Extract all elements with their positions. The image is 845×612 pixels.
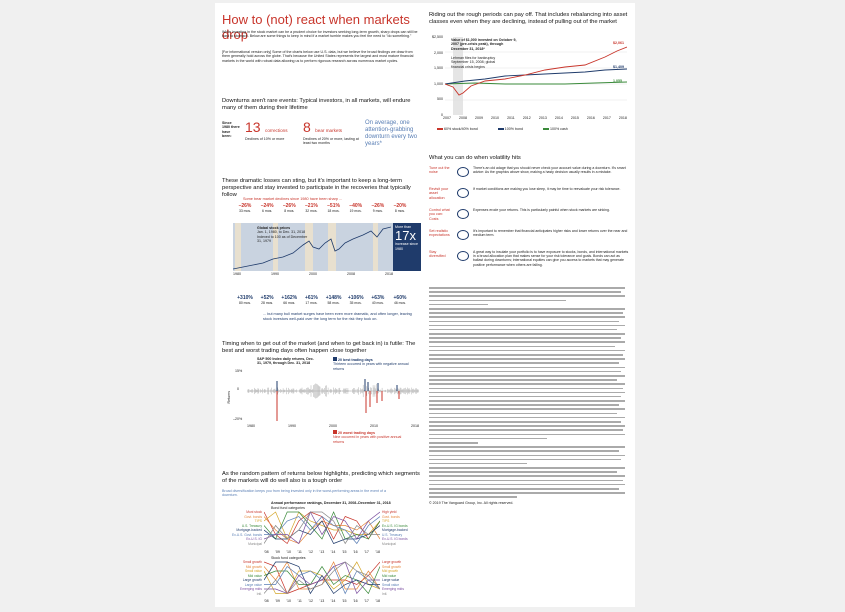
drop-months: 19 mos. xyxy=(349,209,362,213)
volatility-heading: What you can do when volatility hits xyxy=(429,155,521,161)
year-tick: 2008 xyxy=(347,272,355,276)
category-label: Municipal xyxy=(382,541,396,546)
drop-value: –40% xyxy=(349,203,363,209)
category-label: Ex-U.S. IG bonds xyxy=(382,537,408,541)
recovery-footnote: ... but many bull market surges have been even more dramatic, and often longer, leaving stock investors well-paid over the long term for the risk they took on. xyxy=(263,312,412,321)
corrections-subtext: Declines of 10% or more xyxy=(245,137,285,141)
volatility-item xyxy=(429,250,629,276)
worst-days-swatch xyxy=(333,430,337,434)
corrections-label: corrections xyxy=(265,128,288,133)
gain-value: +310% xyxy=(237,295,253,301)
stock-category-label: Stock fund categories xyxy=(271,556,306,560)
year-tick: '16 xyxy=(352,599,358,603)
volatility-item xyxy=(429,229,629,246)
category-label: Emerging mkts xyxy=(240,587,262,591)
category-label: Large growth xyxy=(382,560,402,564)
category-label: Large value xyxy=(382,578,400,582)
bear-markets-subtext: Declines of 20% or more, lasting at least two months xyxy=(303,137,359,146)
year-tick: 1990 xyxy=(271,272,279,276)
year-tick: '14 xyxy=(330,550,336,554)
increase-label: increase since 1980 xyxy=(395,242,418,251)
end-value-top: $2,061 xyxy=(613,41,624,45)
gain-months: 35 mos. xyxy=(349,301,362,305)
year-tick: 2016 xyxy=(586,116,595,120)
category-label: Small value xyxy=(382,582,400,587)
gain-months: 46 mos. xyxy=(393,301,407,305)
year-tick: '15 xyxy=(341,599,347,603)
year-tick: '08 xyxy=(264,550,269,554)
year-tick: 1990 xyxy=(288,424,296,428)
volatility-item-text: A great way to insulate your portfolio is to have exposure to stocks, bonds, and international markets in a broad allocation plan that makes sense for your risk tolerance and goals. Bonds can act as ballast during downturns; international equities can give you access to markets that may generate positive performance when others are falling. xyxy=(473,250,629,267)
gain-value: +148% xyxy=(325,295,342,301)
gain-item xyxy=(301,295,321,305)
category-label: Mortgage-backed xyxy=(236,528,262,532)
volatility-item-label: Control what you can: Costs xyxy=(429,208,450,221)
stock-ranking-chart xyxy=(222,560,422,600)
category-label: Municipal xyxy=(248,541,262,546)
bond-ranking-chart xyxy=(222,510,422,550)
year-tick: '13 xyxy=(319,599,325,603)
growth-legend xyxy=(437,127,617,131)
best-days-sub: Thirteen occurred in years with negative annual returns xyxy=(333,362,409,371)
year-tick: '08 xyxy=(264,599,269,603)
bear-markets-stat xyxy=(303,119,361,146)
category-label: High yield xyxy=(382,510,397,514)
y-tick: 1,000 xyxy=(434,81,443,86)
year-tick: 1980 xyxy=(247,424,255,428)
legend-cash: 100% cash xyxy=(543,127,568,131)
disclaimer-text: [For informational version only] Some of the charts below use U.S. data, but we believe the broad findings we draw from them generally hold across the globe. That's because the United States represents the largest and most mature financial markets in the world with robust data allowing us to perform rigorous research across numerous market cycles. xyxy=(222,50,414,63)
legend-bond: 100% bond xyxy=(498,127,523,131)
pattern-heading: As the random pattern of returns below highlights, predicting which segments of the markets will do well also is a tough order xyxy=(222,471,420,484)
volatility-list xyxy=(429,166,629,280)
category-label: Small value xyxy=(244,569,262,573)
y-zero-tick: 0 xyxy=(237,387,239,391)
drops-note: Some bear market declines since 1980 have been sharp ... xyxy=(243,197,343,201)
year-tick: 2015 xyxy=(570,116,579,120)
year-tick: 2010 xyxy=(491,116,500,120)
best-days-swatch xyxy=(333,357,337,361)
corrections-number: 13 xyxy=(245,119,261,135)
year-tick: '14 xyxy=(330,599,336,603)
year-tick: '09 xyxy=(275,550,280,554)
scale-icon xyxy=(457,188,469,198)
chart-box-sub: Jan. 1, 1980, to Dec. 31, 2018 Indexed to 100 as of December 31, 1979 xyxy=(257,230,308,244)
gain-value: +106% xyxy=(347,295,364,301)
bear-markets-number: 8 xyxy=(303,119,311,135)
y-tick: 0 xyxy=(441,113,443,117)
drop-item xyxy=(301,203,321,213)
year-tick: '17 xyxy=(364,550,369,554)
y-top-tick: 15% xyxy=(235,369,243,373)
gain-months: 17 mos. xyxy=(305,301,318,305)
drop-value: –26% xyxy=(238,203,252,209)
year-tick: 2018 xyxy=(618,116,627,120)
gain-value: +61% xyxy=(304,295,318,301)
gain-months: 58 mos. xyxy=(327,301,340,305)
gain-item xyxy=(235,295,255,305)
infographic-page xyxy=(215,3,635,607)
bear-period-shade xyxy=(373,223,378,271)
volatility-item-text: There's an old adage that you should never check your account value during a downturn. It's smart advice: As the graphics above show, making a hasty decision usually results in a mistake. xyxy=(473,166,626,175)
category-label: Intl. xyxy=(382,591,388,596)
year-tick: 2009 xyxy=(475,116,484,120)
chart-box-title: Global stock prices xyxy=(257,226,291,230)
category-label: Ex-U.S. Govt. bonds xyxy=(231,532,262,537)
bond-year-axis xyxy=(264,550,380,554)
category-label: TIPS xyxy=(382,519,390,523)
cash-line xyxy=(445,82,627,84)
increase-callout xyxy=(393,223,421,271)
gain-value: +52% xyxy=(260,295,274,301)
volatility-item xyxy=(429,187,629,204)
volatility-item-label: Set realistic expectations xyxy=(429,229,450,238)
year-tick: 2013 xyxy=(538,116,547,120)
y-tick: $2,500 xyxy=(432,35,443,39)
category-label: Large value xyxy=(244,582,262,587)
category-label: Govt. bonds xyxy=(382,514,400,519)
lehman-annotation: Lehman files for bankruptcy September 15, 2008; global financial crisis begins xyxy=(451,56,496,69)
year-tick: 2018 xyxy=(385,272,393,276)
page-title: How to (not) react when markets drop xyxy=(222,12,410,42)
drop-value: –20% xyxy=(393,203,407,209)
bond-category-label: Bond fund categories xyxy=(271,506,305,510)
year-tick: 2008 xyxy=(459,116,468,120)
gain-months: 40 mos. xyxy=(371,301,384,305)
increase-multiplier: 17x xyxy=(395,228,416,244)
category-label: TIPS xyxy=(254,519,262,523)
corrections-stat xyxy=(245,119,297,141)
drop-months: 18 mos. xyxy=(327,209,340,213)
daily-returns-chart xyxy=(247,367,419,423)
volatility-item-label: Tune out the noise xyxy=(429,166,450,175)
pie-icon xyxy=(457,251,469,261)
category-label: Govt. bonds xyxy=(244,514,262,519)
drop-item xyxy=(346,203,366,213)
year-tick: 2000 xyxy=(329,424,337,428)
gain-item xyxy=(279,295,299,305)
volatility-item-label: Revisit your asset allocation xyxy=(429,187,449,200)
category-label: Small growth xyxy=(382,564,402,569)
drop-months: 9 mos. xyxy=(372,209,383,213)
y-axis-label: Returns xyxy=(227,390,232,404)
worst-days-sub: Nine occurred in years with positive annual returns xyxy=(333,435,402,444)
category-label: Mid growth xyxy=(245,564,262,569)
gauge-icon xyxy=(457,209,469,219)
volatility-item-text: It's important to remember that financial anticipates higher risks and lower returns over the near and medium term. xyxy=(473,229,628,238)
stock-ranking-lines xyxy=(264,560,380,598)
chart-icon xyxy=(457,230,469,240)
headphones-icon xyxy=(457,167,469,177)
year-tick: '10 xyxy=(286,599,291,603)
gain-months: 66 mos. xyxy=(283,301,296,305)
year-tick: 2011 xyxy=(507,116,515,120)
category-label: Ex-U.S. IG xyxy=(246,537,262,541)
drop-value: –21% xyxy=(305,203,318,209)
year-tick: '11 xyxy=(297,550,302,554)
drop-value: –51% xyxy=(327,203,340,209)
year-tick: '10 xyxy=(286,550,291,554)
worst-days-legend xyxy=(333,430,413,444)
gain-item xyxy=(346,295,366,305)
drop-months: 33 mos. xyxy=(238,209,252,213)
stock-bond-line xyxy=(445,47,627,95)
volatility-item-text: Expenses erode your returns. This is particularly painful when stock markets are sinking. xyxy=(473,208,610,212)
chart-box-label xyxy=(257,226,309,244)
category-label: Intl. xyxy=(256,591,262,596)
growth-legend-title: Value of $1,000 invested on October 9, 2007 (pre-crisis peak), through December 31, 2018* xyxy=(451,38,517,51)
downturns-heading: Downturns aren't rare events: Typical investors, in all markets, will endure many of them during their lifetime xyxy=(222,98,411,111)
drops-row xyxy=(235,203,410,217)
bear-markets-label: bear markets xyxy=(315,128,343,133)
timing-year-axis xyxy=(247,424,419,428)
gain-value: +60% xyxy=(393,295,407,301)
best-days-label: 20 best trading days xyxy=(338,358,373,362)
global-stock-chart xyxy=(233,223,393,271)
year-tick: '16 xyxy=(352,550,358,554)
gain-item xyxy=(390,295,410,305)
bear-period-shade xyxy=(235,223,241,271)
category-label: Emerging mkts xyxy=(382,587,404,591)
drop-item xyxy=(324,203,344,213)
pattern-subtext: Broad diversification keeps you from being invested only in the worst-performing areas in the event of a downturn. xyxy=(222,489,387,498)
year-tick: '13 xyxy=(319,550,325,554)
end-value-low: 1,055 xyxy=(613,79,622,83)
sp500-label: S&P 500 Index daily returns, Dec. 31, 1979, through Dec. 31, 2018 xyxy=(257,357,314,366)
gains-row xyxy=(235,295,410,305)
drop-value: –26% xyxy=(282,203,296,209)
y-bottom-tick: –20% xyxy=(233,417,243,421)
year-tick: '11 xyxy=(297,599,302,603)
intro-text: While investing in the stock market can be a prudent choice for investors seeking long-term growth, sharp drops can still be hard to stomach. Below are some things to keep in mind if a market tumble makes you feel the need to "do something." xyxy=(222,30,418,39)
year-tick: '09 xyxy=(275,599,280,603)
category-label: Mortgage-backed xyxy=(382,528,408,532)
recovery-heading: These dramatic losses can sting, but it's important to keep a long-term perspective and stay invested to participate in the recoveries that typically follow xyxy=(222,178,411,198)
footnotes xyxy=(429,287,625,505)
since-1980-label: Since 1980 there have been: xyxy=(222,121,240,139)
year-tick: '15 xyxy=(341,550,347,554)
gain-months: 28 mos. xyxy=(261,301,274,305)
drop-item xyxy=(279,203,299,213)
category-label: Large growth xyxy=(242,578,262,582)
gain-value: +63% xyxy=(371,295,385,301)
y-tick: 2,000 xyxy=(434,50,443,55)
gain-item xyxy=(324,295,344,305)
y-tick: 1,500 xyxy=(434,66,443,71)
gain-value: +162% xyxy=(281,295,298,301)
growth-heading: Riding out the rough periods can pay off. That includes rebalancing into asset classes even when they are declining, instead of pulling out of the market xyxy=(429,12,628,25)
volatility-item-label: Stay diversified xyxy=(429,250,446,259)
volatility-item xyxy=(429,166,629,183)
year-tick: 2017 xyxy=(602,116,611,120)
more-than-label: More than xyxy=(395,225,412,229)
daily-returns-svg xyxy=(247,367,419,423)
category-label: Mid growth xyxy=(382,569,399,573)
year-tick: 2007 xyxy=(443,116,451,120)
gain-months: 80 mos. xyxy=(238,301,252,305)
drop-months: 6 mos. xyxy=(262,209,273,213)
footnote-lines-1 xyxy=(429,287,625,498)
average-downturn-text: On average, one attention-grabbing downturn every two years* xyxy=(365,120,418,147)
growth-year-axis xyxy=(443,116,627,120)
drop-item xyxy=(368,203,388,213)
year-tick: 2000 xyxy=(309,272,317,276)
category-label: Small growth xyxy=(242,560,262,564)
timing-heading: Timing when to get out of the market (and when to get back in) is futile: The best and worst trading days often happen close together xyxy=(222,341,416,354)
category-label: Mid value xyxy=(382,573,397,578)
category-label: Muni stock xyxy=(246,510,262,514)
year-tick: 2014 xyxy=(554,116,563,120)
drop-item xyxy=(257,203,277,213)
category-label: Ex-U.S. IG bonds xyxy=(382,523,408,528)
worst-days-label: 20 worst trading days xyxy=(338,431,375,435)
year-tick: '12 xyxy=(308,550,314,554)
category-label: U.S. Treasury xyxy=(241,523,262,528)
volatility-item xyxy=(429,208,629,225)
gain-item xyxy=(257,295,277,305)
legend-stock-bond: 60% stock/40% bond xyxy=(437,127,478,131)
category-label: Mid value xyxy=(247,573,262,578)
drop-months: 32 mos. xyxy=(305,209,318,213)
drop-months: 8 mos. xyxy=(394,209,406,213)
category-label: U.S. Treasury xyxy=(382,532,403,537)
drop-item xyxy=(235,203,255,213)
year-tick: '12 xyxy=(308,599,314,603)
year-tick: '18 xyxy=(375,599,380,603)
year-tick: 2010 xyxy=(370,424,378,428)
drop-value: –26% xyxy=(371,203,385,209)
end-value-mid: $1,409 xyxy=(613,65,624,69)
copyright: © 2019 The Vanguard Group, Inc. All rights reserved. xyxy=(429,500,514,505)
stock-year-axis xyxy=(264,599,380,603)
bond-line xyxy=(445,69,627,84)
ranking-label: Annual performance rankings, December 31, 2008–December 31, 2018 xyxy=(271,501,391,505)
drop-item xyxy=(390,203,410,213)
volatility-item-text: If market conditions are making you lose sleep, it may be time to reevaluate your risk tolerance. xyxy=(473,187,621,191)
bear-period-shade xyxy=(328,223,336,271)
year-tick: 2012 xyxy=(522,116,531,120)
drop-value: –24% xyxy=(260,203,274,209)
year-tick: '17 xyxy=(364,599,369,603)
year-tick: 2018 xyxy=(411,424,419,428)
recovery-year-axis xyxy=(233,272,393,276)
gain-item xyxy=(368,295,388,305)
bond-ranking-lines xyxy=(264,510,380,548)
year-tick: 1980 xyxy=(233,272,241,276)
y-tick: 500 xyxy=(437,97,443,102)
drop-months: 8 mos. xyxy=(284,209,295,213)
growth-chart xyxy=(429,35,629,125)
year-tick: '18 xyxy=(375,550,380,554)
